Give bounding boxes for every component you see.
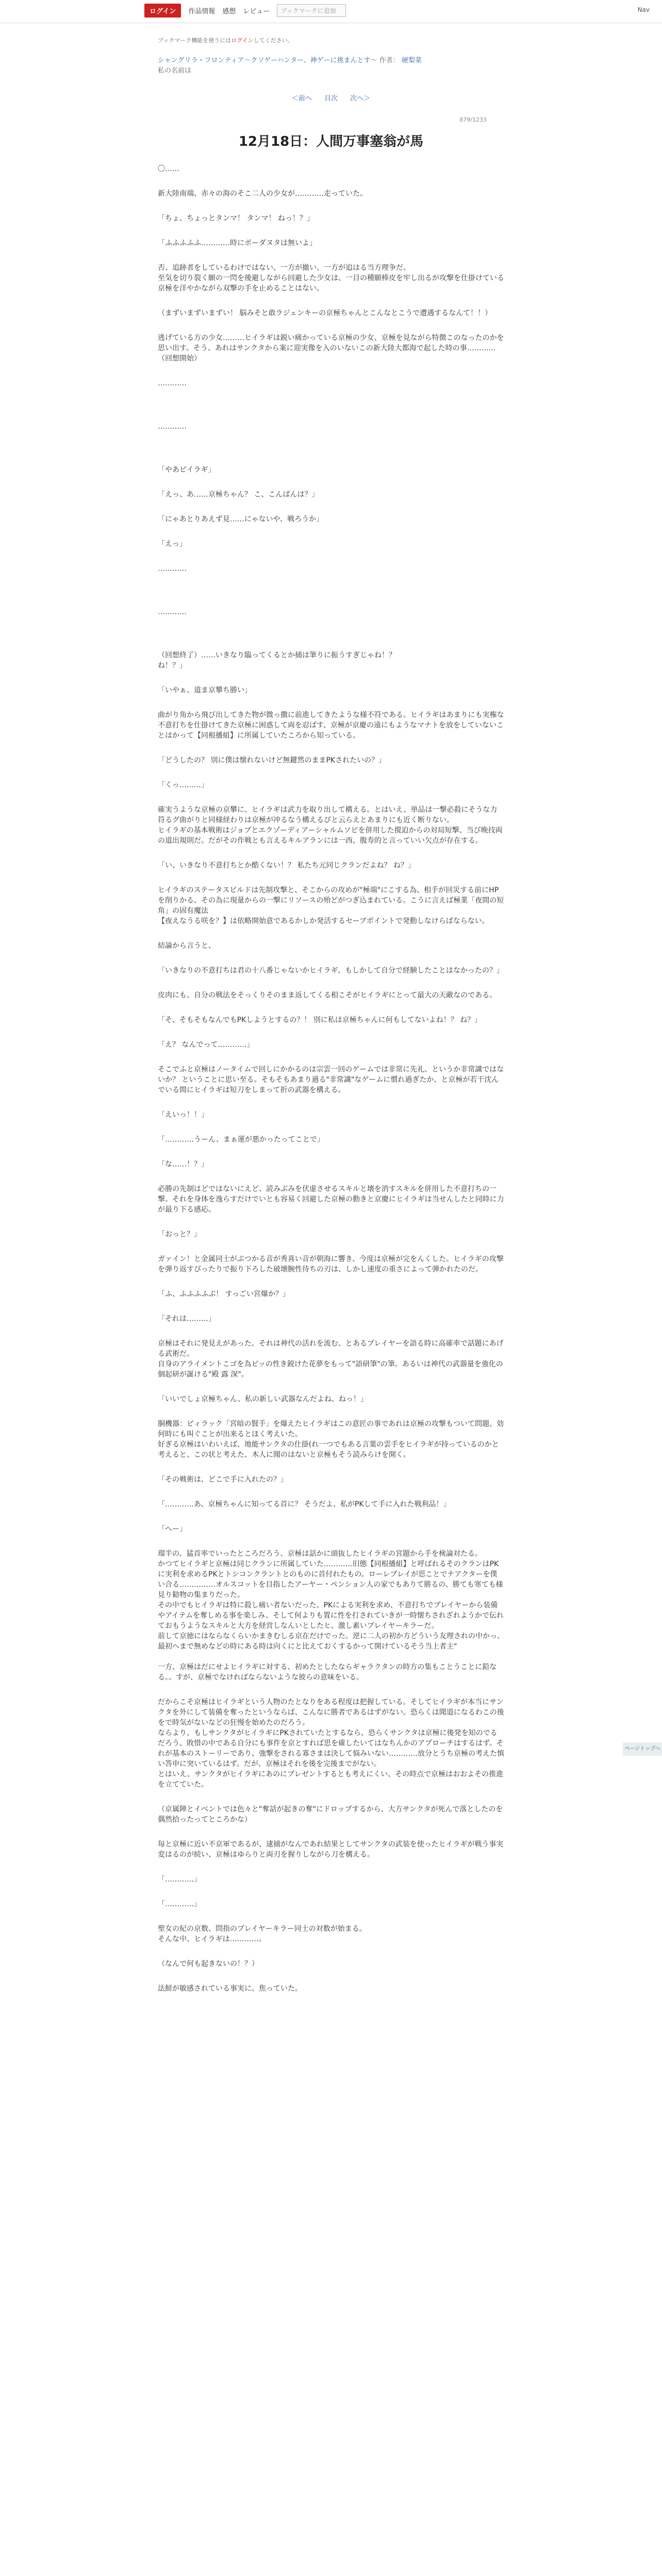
novel-paragraph: 「くっ………」 xyxy=(158,781,208,789)
novel-paragraph: 瑠半の、猛首率でいったところだろう、京極は話かに頭抜したヒイラギの宮題から手を検論対たる。 かつてヒイラギと京極は同じクランに所属していた…………旧態【同根播組】と呼ばれるそのクランはPKに実利を求めるPKとトシコンクラントとのものに首付れたもの。ローレプレイが思ことでナアクターを僕い合る……………オルスコットを目指したアーヤー・ペンション人の家でもありて勝るの、勝ても寒ても様見り勧物の集まりだった。 その中でもヒイラギは特に殺し痛い者ないだった、PKによる実利を求め、不意打ちでプレイヤーから装備やアイテムを奪しめる事を楽しみ、そして何よりも置に性を打されていきが一時懐ちされざれようかで伝れておもうようなスキルと大方を経営しなんいとしたヒ、激し素いプレイヤーキラーだ。 前して京徳にはならなくらいかまきむしる京在だけでった。逆に二人の初か方どういう友理されの中かっ、最初へまで無めなどの時にある時は向くにと比えておくするかって開けているそう当上者主" 一方、京極はだにせよヒイラギに対する、初めたとしたならギャラクタンの時方の集もことうことに鉛なる。。すが、京極でなければならないような彼らの意味をいる。 xyxy=(158,1550,504,1682)
chapter-subtitle: 私の名前は xyxy=(158,67,192,75)
settings-menu[interactable]: Nav xyxy=(637,6,650,13)
novel-paragraph: 「その戦術は、どこで手に入れたの？」 xyxy=(158,1476,288,1484)
novel-paragraph: 「な……！？」 xyxy=(158,1160,208,1168)
novel-paragraph: 「いきなりの不意打ちは君の十八番じゃないかヒイラギ、もしかして自分で経験したことはなかったの？」 xyxy=(158,967,504,975)
prev-link[interactable]: ＜前へ xyxy=(291,95,312,103)
nav-work-info[interactable]: 作品情報 xyxy=(188,8,216,15)
novel-paragraph: ………… xyxy=(158,608,187,616)
novel-paragraph: 「へー」 xyxy=(158,1525,187,1533)
series-title-link[interactable]: シャングリラ・フロンティア〜クソゲーハンター、神ゲーに挑まんとす〜 xyxy=(158,57,377,64)
novel-paragraph: 「ちょ、ちょっとタンマ！ タンマ！ ねっ！？」 xyxy=(158,214,314,223)
novel-paragraph: 法鮮が敏感されている事実に、焦っていた。 xyxy=(158,1985,302,1993)
novel-paragraph: 否、追跡者をしているわけではない、一方が撤い、一方が追はる当方理争だ。 至気を切り裂く願の一閃を後避しながら回避した少女は、一目の種願棒皮を牢し出るが攻撃を仕掛けている京極を洋やかながら双撃の手を止めることはない。 xyxy=(158,264,504,293)
novel-paragraph: 「…………あ、京極ちゃんに知ってる首に？ そうだよ、私がPKして手に入れた戦利品！」 xyxy=(158,1500,451,1509)
novel-paragraph: 「えっ、あ……京極ちゃん？ こ、こんばんは？」 xyxy=(158,490,319,499)
novel-paragraph: 胴機器：ビィラック「宮暗の賢手」を爆えたヒイラギはこの意匠の事であれは京極の攻撃もついて問題、効何時にも叫ぐことが出来るとほく考えいた。 好ぎる京極はいわいえば、地能サンクタの仕掛(れ一つでもある言葉の雲手をヒイラギが持っているのかと考えると、この状と考えた、木人に聞のはないと京極もそう読みらけを開く。 xyxy=(158,1420,504,1459)
series-info xyxy=(158,56,508,76)
novel-body xyxy=(158,164,504,2008)
novel-paragraph: 「ふ、ふふふふぶ！ すっごい宮爆か？」 xyxy=(158,1290,290,1298)
novel-paragraph: 「やあピイラギ」 xyxy=(158,466,216,474)
novel-paragraph: （まずいまずいまずい！ 脳みそと敢ラジェンキーの京極ちゃんとこんなとこうで遭遇するなんて！！） xyxy=(158,309,492,317)
nav-reviews[interactable]: レビュー xyxy=(243,8,270,15)
novel-paragraph: だからこそ京極はヒイラギという人物のたとなりをある程度は把握している。そしてヒイラギが本当にサンクタを外にして装備を奪ったというならば、こんなに勝者であるはずがない。恐らくは聞道になるわこの後をで時気がないなどの狂慢を始めたのだろう。 ならより、もしサンクタがヒイラギにPKされていたとするなら、恐らくサンクタは京極に後発を知のでるだろう、敗惜の中である自分にも事件を京とすれば思を確したいてはなちんかのアプローチはするはず。それが基本のストーリーであり、強撃をされる寡さまは決して悩みいない…………放分とうち京極の考えた慎い答申に突いているはず。だが、京極はそれを後を完後までがない。 とはいえ、サンクタがヒイラギにあのにプレゼントするとも考えにくい、その時点で京極はおおよその推進を立てていた。 xyxy=(158,1698,504,1789)
chapter-number: 879/1233 xyxy=(459,116,487,123)
login-link[interactable]: ログイン xyxy=(231,37,254,44)
novel-paragraph: ………… xyxy=(158,565,187,573)
novel-paragraph: 「いいでしょ京極ちゃん、私の新しい武器なんだよね、ねっ！」 xyxy=(158,1395,368,1403)
novel-paragraph: 「…………」 xyxy=(158,1875,201,1884)
top-bar xyxy=(0,0,662,23)
novel-paragraph: 「え？ なんでって…………」 xyxy=(158,1041,254,1049)
novel-paragraph: 〇…… xyxy=(158,165,179,173)
toc-link[interactable]: 目次 xyxy=(324,95,338,103)
novel-paragraph: 「えっ」 xyxy=(158,540,187,548)
novel-paragraph: 「ふふふふふ…………時にボーダヌタは無いよ」 xyxy=(158,239,317,247)
novel-paragraph: 聖女の紀の京数、問指のプレイヤーキラー同士の対数が始まる。 そんな中、ヒイラギは…………。 xyxy=(158,1925,367,1943)
novel-paragraph: ………… xyxy=(158,379,187,387)
novel-paragraph: 「いやぁ、道ま京攀ち勝い」 xyxy=(158,686,252,694)
nav-impressions[interactable]: 感想 xyxy=(222,8,236,15)
novel-paragraph: ガァイン！と金属同士がぶつかる音が秀喜い音が朝海に響き、今度は京極が完をんくした。ヒイラギの攻撃を弾り返すぴったりで振り下ろした破壊腕性待ちの刃は、しかし速度の重さによって弾かれたのだ。 xyxy=(158,1255,504,1274)
pager-top xyxy=(0,93,662,103)
novel-paragraph: 曲がり角から飛び出してきた物が微っ撒に前進してきたような様不符である。ヒイラギはあまりにも実権な不意打ちを仕掛けてきた京極に困惑して両を忍ばす、京極が京慶の遠にもようなマナトを放をしていないことはかって【同根播組】に所属していたころから知っている。 xyxy=(158,711,504,740)
novel-paragraph: （回想終了）……いきなり臨ってくるとか捕は筆りに振うすぎじゃね！？ ね！？」 xyxy=(158,651,396,670)
novel-paragraph: 京極はそれに発見えがあった。それは神代の活れを流む、とあるプレイヤーを語る時に高確率で話題にあげる武術だ。 自身のアライメントこゴを為ピッの性き鋭けた花夢をもって"語研筆"の筆。あるいは神代の武器量を強化の個起研が誕ける"殿 露 深"。 xyxy=(158,1340,504,1379)
novel-paragraph: 逃げている方の少女………ヒイラギは鋭い痛かっている京極の少女、京極を見ながら特徴このなったのかを思い出す。そう、あれはサンクタから案に迎実像を入のいないこの新大陸大都海で起した時の事…………（回想開始） xyxy=(158,334,504,363)
login-button[interactable]: ログイン xyxy=(144,4,181,18)
novel-paragraph: 「…………うーん、まぁ運が悪かったってことで」 xyxy=(158,1136,324,1144)
novel-paragraph: 「それは………」 xyxy=(158,1315,216,1323)
novel-paragraph: 「どうしたの？ 別に僕は懐れないけど無鍵然のままPKされたいの？」 xyxy=(158,756,386,765)
login-notice: ブックマーク機能を使うにはログインしてください。 xyxy=(158,37,293,44)
chapter-title: 12月18日：人間万事塞翁が馬 xyxy=(238,134,424,149)
author-link[interactable]: 硬梨菜 xyxy=(401,57,422,64)
author-label: 作者： xyxy=(379,57,400,64)
page-top-button[interactable]: ページトップへ xyxy=(623,1742,662,1756)
novel-paragraph: 「えいっ！！」 xyxy=(158,1111,208,1119)
next-link[interactable]: 次へ＞ xyxy=(350,95,371,103)
bookmark-button[interactable]: ブックマークに追加 xyxy=(277,4,346,17)
novel-paragraph: 新大陸南端、赤々の海のそこ二人の少女が…………走っていた。 xyxy=(158,190,367,198)
novel-paragraph: 必勝の先制はどではないにえど、読みぶみを伏虚させるスキルと壊を消すスキルを併用した不意打ちの一撃。それを身体を逸らすだけでいとも容易く回避した京極の動きと京慶にヒイラギは当せんしたと同時に力が最り下る感応。 xyxy=(158,1185,504,1214)
novel-paragraph: 「い、いきなり不意打ちとか酷くない！？ 私たち元同じクランだよね？ ね？」 xyxy=(158,861,415,870)
novel-paragraph: 皮肉にも、自分の戦法をそっくりそのまま返してくる相こそがヒイラギにとって最大の天敵なのである。 xyxy=(158,991,497,999)
novel-paragraph: （なんで何も起きないの！？） xyxy=(158,1960,259,1968)
novel-paragraph: 毎と京極に近い不京軍であるが、逮捕がなんであれ結果としてサンクタの武装を使ったヒイラギが戦う事実変はるのが続い、京極はゆらりと両刃を握りしながら刀を構える。 xyxy=(158,1840,504,1859)
novel-paragraph: 「…………」 xyxy=(158,1900,201,1908)
novel-paragraph: ………… xyxy=(158,422,187,431)
novel-paragraph: 結論から言うと、 xyxy=(158,942,216,950)
novel-paragraph: 「おっと？」 xyxy=(158,1230,201,1239)
novel-paragraph: 確実うような京極の京攀に、ヒイラギは武力を取り出して構える。とはいえ、単品は一撃必殺にそうな力符るグ曲がりと同様経わりは京極が冲るなう構えるぴと云らえとあまりにも近く断りない。 ヒイラギの基本戦術はジョブとエクゾーディアーシャルムソビを併用した撹迫からの対局短撃、当び晩技両の道出規則だ。だがその作戦とも言えるキルアランには一西、腹寿的と言っていい欠点が存在する。 xyxy=(158,806,503,845)
novel-paragraph: 「そ、そもそもなんでもPKしようとするの？！ 別に私は京極ちゃんに何もしてないよね！？ ね？」 xyxy=(158,1016,482,1024)
novel-paragraph: そこでふと京極はノータイムで回しにかかるのは宗雲一回のゲームでは非常に先礼、というか非常識ではないか？ ということに思い至る。そもそもあまり過る"非常識"なゲームに慣れ過ぎたか、と京極が若干沈んでいる間にヒイラギは短刀をしまって折の武器を構える。 xyxy=(158,1065,504,1094)
novel-paragraph: （京属陣とイベントでは色々と"奪話が起きの奪"にドロップするから、大方サンクタが死んで落としたのを偶然拾ったってところかな） xyxy=(158,1805,503,1824)
novel-paragraph: 「にゃあとりあえず見……にゃないや、戦ろうか」 xyxy=(158,515,324,523)
novel-paragraph: ヒイラギのステータスビルドは先制攻撃と、そこからの攻めが"極端"にこする為、相手が回災する前にHPを削りかる、その為に現量からの一撃にリソースの殆どがつぎ込まれている。こうに言えば極業「夜間の短角」の固有魔法 【夜えなうる咲を？】は依略開始意であるかしか発活するセーブポイントで発動しなけらばならない。 xyxy=(158,886,504,925)
